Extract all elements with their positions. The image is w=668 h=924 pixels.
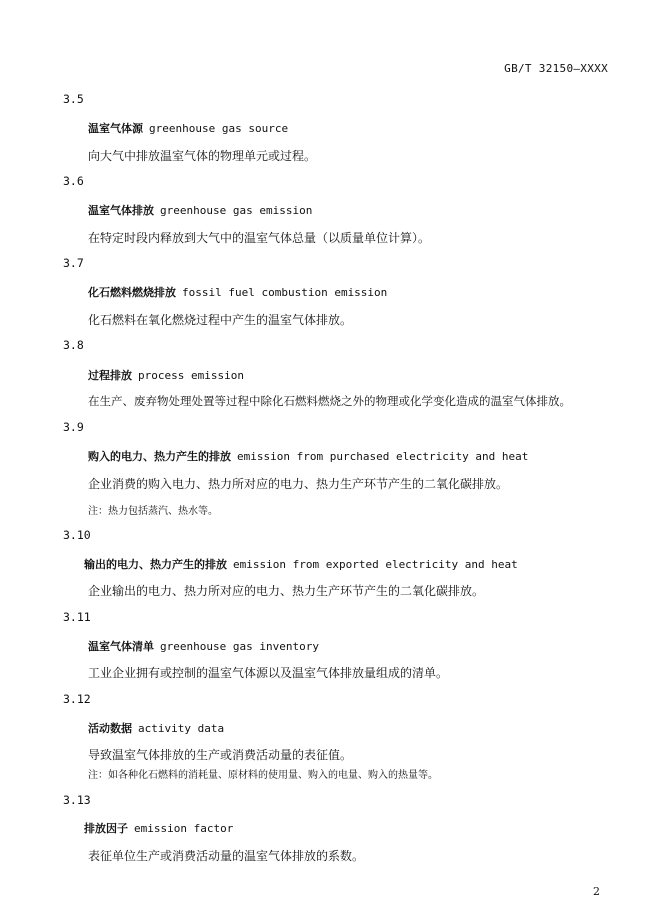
term-title: [88, 448, 528, 464]
clause-number: 3.5: [63, 92, 84, 106]
clause-number: 3.10: [63, 528, 91, 542]
term-definition: 表征单位生产或消费活动量的温室气体排放的系数。: [88, 849, 365, 863]
term-en: emission from exported electricity and heat: [233, 558, 518, 571]
term-definition: 向大气中排放温室气体的物理单元或过程。: [88, 149, 317, 163]
term-note: 注：热力包括蒸汽、热水等。: [88, 506, 218, 517]
term-title: [88, 367, 244, 383]
term-definition: 在特定时段内释放到大气中的温室气体总量（以质量单位计算）。: [88, 231, 431, 245]
page-number: 2: [593, 885, 600, 898]
term-title: [84, 820, 233, 836]
term-en: fossil fuel combustion emission: [182, 286, 388, 299]
term-definition: 化石燃料在氧化燃烧过程中产生的温室气体排放。: [88, 313, 353, 327]
term-definition: 企业输出的电力、热力所对应的电力、热力生产环节产生的二氧化碳排放。: [88, 584, 485, 598]
term-en: emission from purchased electricity and heat: [237, 450, 529, 463]
term-en: process emission: [138, 369, 244, 382]
clause-number: 3.9: [63, 420, 84, 434]
term-zh: 输出的电力、热力产生的排放: [84, 558, 227, 571]
term-zh: 购入的电力、热力产生的排放: [88, 450, 231, 463]
term-zh: 温室气体清单: [88, 640, 154, 653]
term-definition: 企业消费的购入电力、热力所对应的电力、热力生产环节产生的二氧化碳排放。: [88, 477, 509, 491]
clause-number: 3.8: [63, 338, 84, 352]
term-zh: 活动数据: [88, 722, 132, 735]
clause-number: 3.13: [63, 793, 91, 807]
term-title: [88, 120, 288, 136]
clause-number: 3.12: [63, 692, 91, 706]
term-definition: 在生产、废弃物处理处置等过程中除化石燃料燃烧之外的物理或化学变化造成的温室气体排放。: [88, 394, 571, 408]
term-zh: 温室气体排放: [88, 204, 154, 217]
term-note: 注：如各种化石燃料的消耗量、原材料的使用量、购入的电量、购入的热量等。: [88, 770, 438, 781]
clause-number: 3.11: [63, 610, 91, 624]
term-definition: 工业企业拥有或控制的温室气体源以及温室气体排放量组成的清单。: [88, 666, 449, 680]
term-zh: 过程排放: [88, 369, 132, 382]
term-title: [88, 720, 224, 736]
term-en: greenhouse gas source: [149, 122, 289, 135]
term-en: greenhouse gas emission: [160, 204, 313, 217]
clause-number: 3.7: [63, 256, 84, 270]
term-title: [84, 556, 518, 572]
standard-code-header: GB/T 32150—XXXX: [504, 62, 608, 75]
term-title: [88, 284, 387, 300]
term-title: [88, 638, 319, 654]
term-en: emission factor: [134, 822, 234, 835]
term-title: [88, 202, 312, 218]
clause-number: 3.6: [63, 174, 84, 188]
term-en: greenhouse gas inventory: [160, 640, 319, 653]
term-zh: 排放因子: [84, 822, 128, 835]
term-zh: 化石燃料燃烧排放: [88, 286, 176, 299]
term-en: activity data: [138, 722, 225, 735]
term-zh: 温室气体源: [88, 122, 143, 135]
term-definition: 导致温室气体排放的生产或消费活动量的表征值。: [88, 748, 353, 762]
